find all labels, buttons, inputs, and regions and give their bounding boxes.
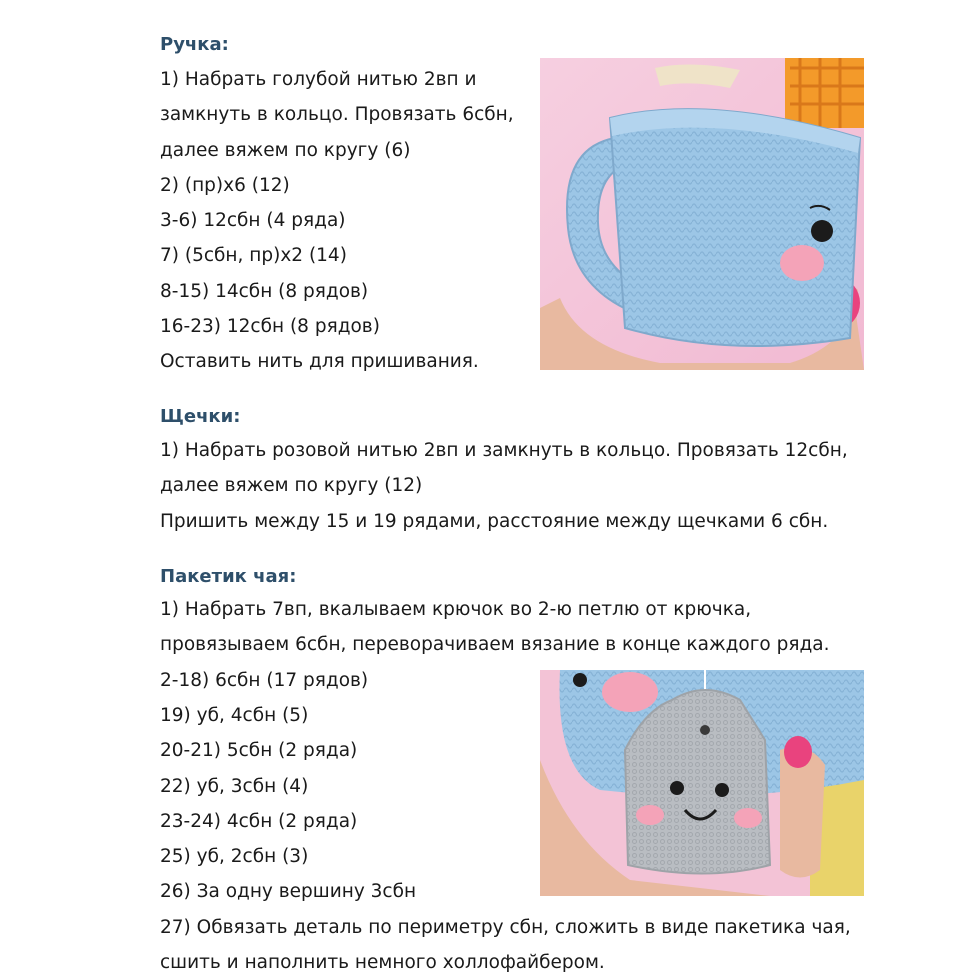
teabag-line: 27) Обвязать деталь по периметру сбн, сложить в виде пакетика чая,: [160, 917, 851, 938]
handle-line: 7) (5сбн, пр)х2 (14): [160, 245, 347, 266]
teabag-line: 20-21) 5сбн (2 ряда): [160, 740, 358, 761]
handle-line: далее вяжем по кругу (6): [160, 140, 411, 161]
teabag-line: 22) уб, 3сбн (4): [160, 776, 309, 797]
handle-line: 3-6) 12сбн (4 ряда): [160, 210, 346, 231]
mug-photo: [540, 58, 864, 370]
cheeks-line: Пришить между 15 и 19 рядами, расстояние между щечками 6 сбн.: [160, 511, 829, 532]
teabag-line: 19) уб, 4сбн (5): [160, 705, 309, 726]
handle-line: 2) (пр)х6 (12): [160, 175, 290, 196]
cheeks-line: 1) Набрать розовой нитью 2вп и замкнуть в кольцо. Провязать 12сбн,: [160, 440, 848, 461]
teabag-line: провязываем 6сбн, переворачиваем вязание в конце каждого ряда.: [160, 634, 830, 655]
teabag-line: 26) За одну вершину 3сбн: [160, 881, 417, 902]
section-title-cheeks: Щечки:: [160, 406, 241, 427]
cheeks-line: далее вяжем по кругу (12): [160, 475, 423, 496]
crocheted-teabag-illustration: [540, 670, 864, 896]
handle-line: 1) Набрать голубой нитью 2вп и: [160, 69, 477, 90]
teabag-photo: [540, 670, 864, 896]
teabag-line: 25) уб, 2сбн (3): [160, 846, 309, 867]
teabag-line: 2-18) 6сбн (17 рядов): [160, 670, 369, 691]
crocheted-mug-illustration: [540, 58, 864, 370]
handle-line: 16-23) 12сбн (8 рядов): [160, 316, 380, 337]
section-title-handle: Ручка:: [160, 34, 229, 55]
teabag-line: 1) Набрать 7вп, вкалываем крючок во 2-ю петлю от крючка,: [160, 599, 752, 620]
handle-line: 8-15) 14сбн (8 рядов): [160, 281, 369, 302]
teabag-line: сшить и наполнить немного холлофайбером.: [160, 952, 605, 973]
handle-line: замкнуть в кольцо. Провязать 6сбн,: [160, 104, 514, 125]
section-title-teabag: Пакетик чая:: [160, 566, 297, 587]
teabag-line: 23-24) 4сбн (2 ряда): [160, 811, 358, 832]
handle-line: Оставить нить для пришивания.: [160, 351, 479, 372]
